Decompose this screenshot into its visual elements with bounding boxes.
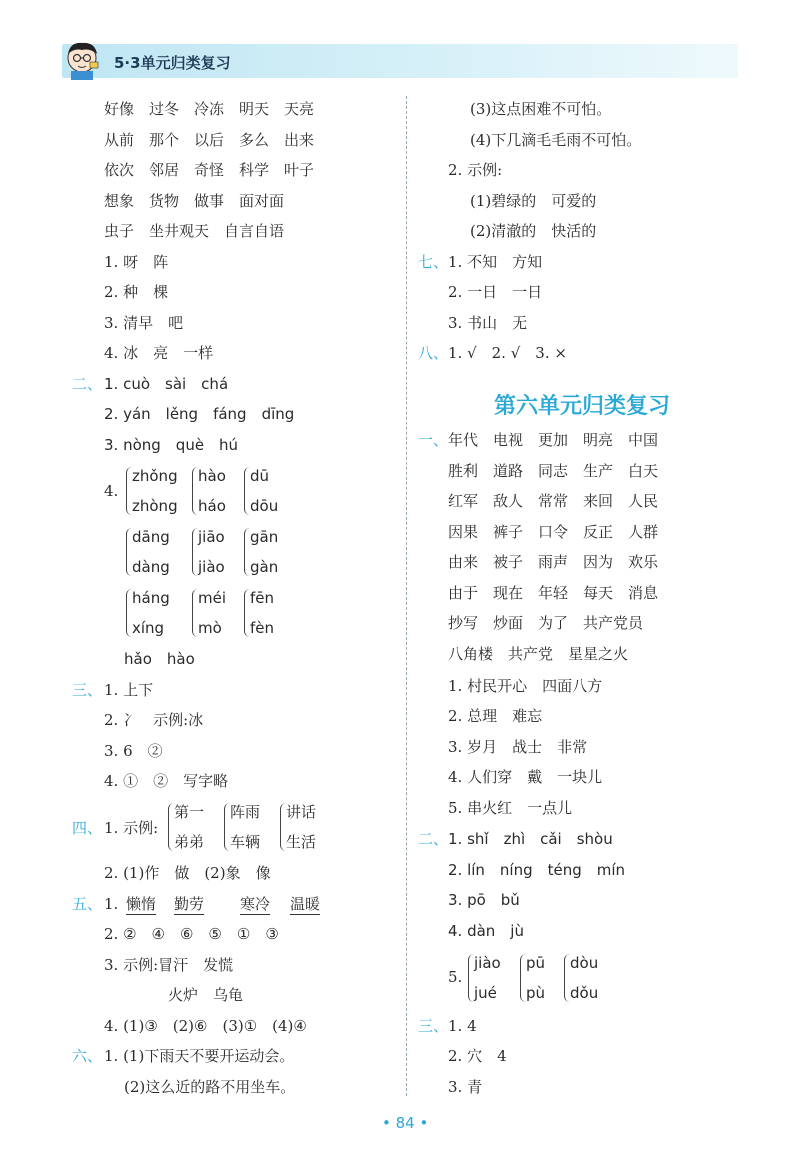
word-line: 虫子 坐井观天 自言自语 <box>104 222 285 240</box>
word-line: 因果 裤子 口令 反正 人群 <box>448 523 659 541</box>
pinyin: dōu <box>250 497 279 515</box>
pinyin: dǒu <box>570 984 599 1002</box>
pinyin: háng <box>132 589 170 607</box>
word: 阵雨 <box>230 803 261 821</box>
answer-line: 4. 冰 亮 一样 <box>104 344 214 362</box>
answer-line: 2. 总理 难忘 <box>448 707 543 725</box>
answer-line: 2. 示例: <box>448 161 503 179</box>
answer-line: 2. 一日 一日 <box>448 283 543 301</box>
answer-line: 4. (1)③ (2)⑥ (3)① (4)④ <box>104 1017 307 1035</box>
answer-line: 2. 穴 4 <box>448 1047 507 1065</box>
underlined-word: 温暖 <box>290 895 321 913</box>
answer-line: 1. √ 2. √ 3. × <box>448 344 567 362</box>
answer-line: 1. <box>104 895 119 913</box>
section-title: 第六单元归类复习 <box>494 394 671 419</box>
pinyin: mò <box>198 619 222 637</box>
header-title: 5·3单元归类复习 <box>114 54 231 72</box>
pinyin: xíng <box>132 619 165 637</box>
pinyin: dū <box>250 467 270 485</box>
boy-mascot-icon <box>62 40 104 80</box>
pinyin: pū <box>526 954 546 972</box>
pinyin-line: 2. yán lěng fáng dīng <box>104 405 295 423</box>
pinyin: jiào <box>474 954 501 972</box>
word-line: 由来 被子 雨声 因为 欢乐 <box>448 553 659 571</box>
answer-line: 2. ② ④ ⑥ ⑤ ① ③ <box>104 925 279 943</box>
word-line: 想象 货物 做事 面对面 <box>104 192 285 210</box>
answer-line: 1. (1)下雨天不要开运动会。 <box>104 1047 295 1065</box>
answer-line: (1)碧绿的 可爱的 <box>470 192 597 210</box>
word: 生活 <box>286 833 317 851</box>
word-line: 红军 敌人 常常 来回 人民 <box>448 492 659 510</box>
answer-line: 3. 青 <box>448 1078 483 1096</box>
section-number: 八、 <box>418 344 449 362</box>
pinyin: zhòng <box>132 497 178 515</box>
column-divider <box>406 96 407 1096</box>
answer-line: (4)下几滴毛毛雨不可怕。 <box>470 131 642 149</box>
pinyin: háo <box>198 497 226 515</box>
answer-line: 3. 清早 吧 <box>104 314 184 332</box>
word-line: 由于 现在 年轻 每天 消息 <box>448 584 659 602</box>
word: 讲话 <box>286 803 317 821</box>
section-number: 五、 <box>72 895 103 913</box>
pinyin: fèn <box>250 619 275 637</box>
section-number: 七、 <box>418 253 449 271</box>
pinyin: dàng <box>132 558 170 576</box>
word-line: 年代 电视 更加 明亮 中国 <box>448 431 659 449</box>
pinyin: fēn <box>250 589 275 607</box>
word: 弟弟 <box>174 833 205 851</box>
pinyin: zhǒng <box>132 467 178 485</box>
answer-line: 1. 4 <box>448 1017 477 1035</box>
word-line: 八角楼 共产党 星星之火 <box>448 645 629 663</box>
section-number: 四、 <box>72 819 103 837</box>
pinyin: jiāo <box>198 528 225 546</box>
word-line: 从前 那个 以后 多么 出来 <box>104 131 315 149</box>
pinyin: dāng <box>132 528 170 546</box>
answer-line: 3. 6 ② <box>104 742 163 760</box>
answer-line: 4. ① ② 写字略 <box>104 772 229 790</box>
pinyin: jiào <box>198 558 225 576</box>
word: 车辆 <box>230 833 261 851</box>
answer-line: 3. 岁月 战士 非常 <box>448 738 588 756</box>
answer-line: 1. 示例: <box>104 819 159 837</box>
answer-line: 3. 书山 无 <box>448 314 528 332</box>
answer-line: 5. 串火红 一点儿 <box>448 799 573 817</box>
answer-line: 2. (1)作 做 (2)象 像 <box>104 864 271 882</box>
answer-line: 4. 人们穿 戴 一块儿 <box>448 768 603 786</box>
pinyin-line: 2. lín níng téng mín <box>448 861 626 879</box>
section-number: 一、 <box>418 431 449 449</box>
section-number: 二、 <box>72 375 103 393</box>
answer-line: (3)这点困难不可怕。 <box>470 100 612 118</box>
word-line: 好像 过冬 冷冻 明天 天亮 <box>104 100 315 118</box>
pinyin: hào <box>198 467 226 485</box>
answer-line: 1. 上下 <box>104 681 154 699</box>
section-number: 三、 <box>418 1017 449 1035</box>
pinyin-line: hǎo hào <box>124 650 195 668</box>
answer-line: 1. 村民开心 四面八方 <box>448 677 603 695</box>
underlined-word: 勤劳 <box>174 895 205 913</box>
underlined-word: 寒冷 <box>240 895 271 913</box>
pinyin-line: 4. dàn jù <box>448 922 524 940</box>
underlined-word: 懒惰 <box>126 895 157 913</box>
section-number: 三、 <box>72 681 103 699</box>
pinyin-line: 3. pō bǔ <box>448 891 520 909</box>
answer-line: 5. <box>448 968 463 986</box>
word: 第一 <box>174 803 205 821</box>
word-line: 抄写 炒面 为了 共产党员 <box>448 614 644 632</box>
pinyin: jué <box>474 984 497 1002</box>
pinyin-line: 3. nòng què hú <box>104 436 239 454</box>
pinyin: méi <box>198 589 227 607</box>
pinyin: pù <box>526 984 546 1002</box>
pinyin: dòu <box>570 954 599 972</box>
pinyin: gàn <box>250 558 279 576</box>
section-number: 二、 <box>418 830 449 848</box>
section-number: 六、 <box>72 1047 103 1065</box>
answer-line: 2. 冫 示例:冰 <box>104 711 204 729</box>
pinyin: gān <box>250 528 279 546</box>
answer-line: 1. 呀 阵 <box>104 253 169 271</box>
word-line: 依次 邻居 奇怪 科学 叶子 <box>104 161 315 179</box>
pinyin-line: 1. shǐ zhì cǎi shòu <box>448 830 613 848</box>
pinyin-line: 1. cuò sài chá <box>104 375 229 393</box>
answer-line: 火炉 乌龟 <box>168 986 244 1004</box>
answer-line: (2)清澈的 快活的 <box>470 222 597 240</box>
answer-line: (2)这么近的路不用坐车。 <box>124 1078 296 1096</box>
answer-line: 1. 不知 方知 <box>448 253 543 271</box>
page-number: • 84 • <box>382 1114 429 1132</box>
word-line: 胜利 道路 同志 生产 白天 <box>448 462 659 480</box>
answer-line: 2. 种 棵 <box>104 283 169 301</box>
answer-line: 3. 示例:冒汗 发慌 <box>104 956 234 974</box>
answer-line: 4. <box>104 482 119 500</box>
